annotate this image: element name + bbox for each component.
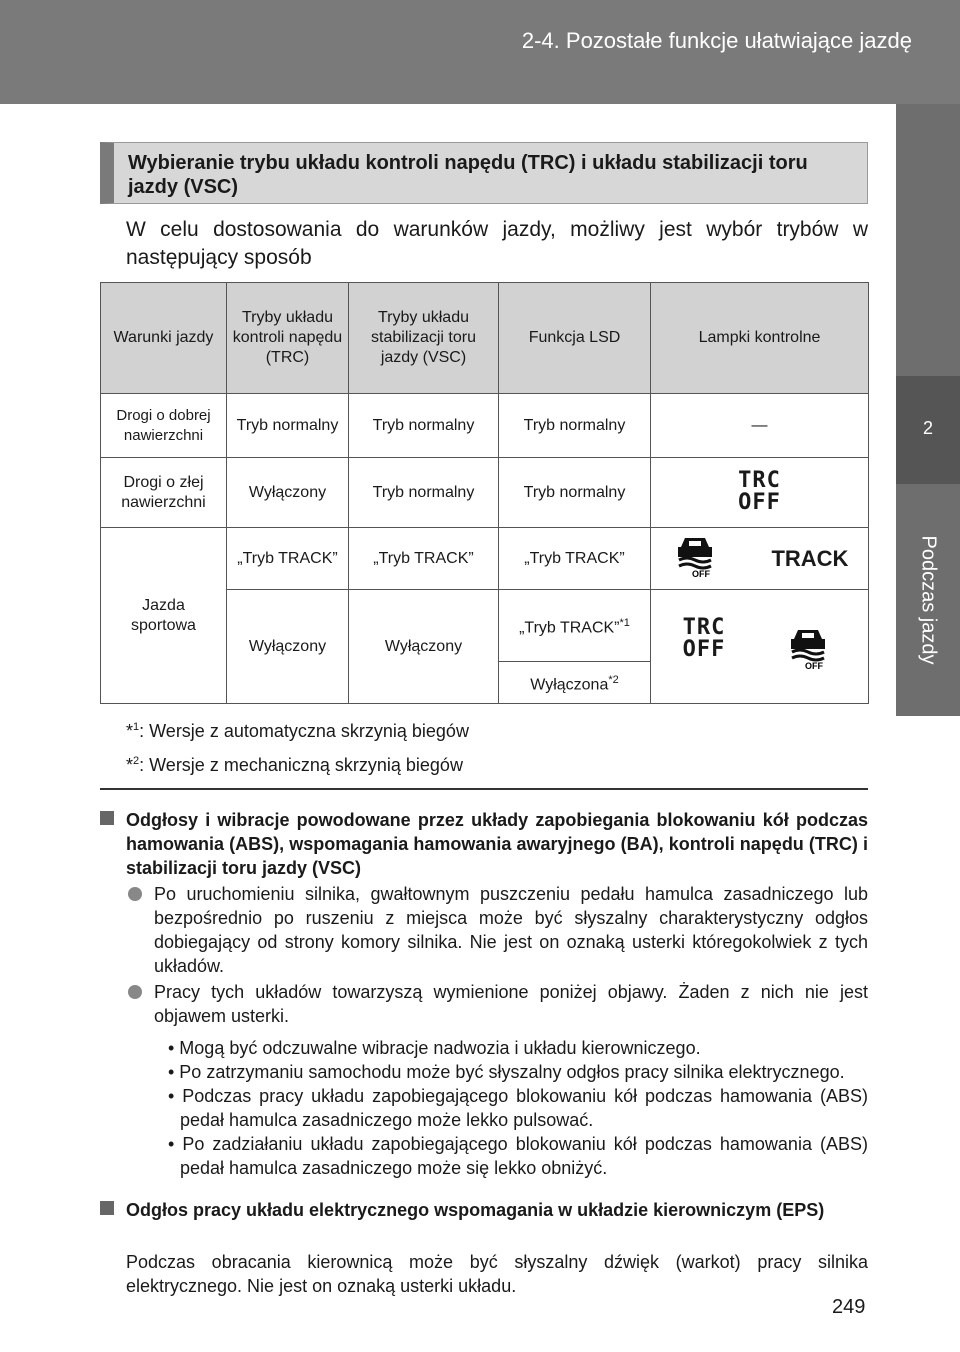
footnote-mark: * [126,755,134,775]
footnote-ref-2: *2 [608,673,619,686]
table-row [101,394,869,458]
section-divider [100,788,868,790]
track-indicator-icon: TRACK [771,545,849,571]
footnote-text: : Wersje z automatyczna skrzynią biegów [139,721,469,741]
lsd-track-text: „Tryb TRACK” [519,619,620,637]
cell-lsd [499,662,651,704]
off-label: OFF [738,490,781,515]
note-heading: Odgłosy i wibracje powodowane przez układy zapobiegania blokowaniu kół podczas hamowania (ABS), wspomagania hamowania awaryjnego (BA), kontroli napędu (TRC) i stabilizacji toru jazdy (VSC) [126,810,868,878]
side-tab-top [896,104,960,376]
cell-vsc: Tryb normalny [349,394,499,458]
cell-trc: Tryb normalny [227,394,349,458]
cell-lamp: — [651,394,869,458]
cell-condition: Drogi o dobrej nawierzchni [101,394,227,458]
col-header-trc: Tryby układu kontroli napędu (TRC) [227,283,349,394]
modes-table [100,282,869,704]
round-bullet-icon [128,887,142,901]
off-text: OFF [805,661,824,671]
round-bullet-icon [128,985,142,999]
cell-condition: Jazda sportowa [101,528,227,704]
sub-bullet: • Po zatrzymaniu samochodu może być słyszalny odgłos pracy silnika elektrycznego. [168,1062,845,1082]
cell-lsd: „Tryb TRACK” [499,528,651,590]
cell-lsd: Tryb normalny [499,458,651,528]
off-label: OFF [682,636,726,662]
footnotes [126,712,469,780]
side-tab-label [896,484,960,716]
footnote-sup: 1 [133,721,140,733]
footnote-mark: * [126,721,134,741]
note-bullet-2 [100,980,868,1028]
col-header-conditions: Warunki jazdy [101,283,227,394]
note-eps-heading-block [100,1198,868,1222]
footnote-1 [126,712,469,746]
header-section-title: 2-4. Pozostałe funkcje ułatwiające jazdę [521,28,912,53]
note-text: Po uruchomieniu silnika, gwałtownym puszczeniu pedału hamulca zasadniczego lub bezpośrednio po ruszeniu z miejsca może być słyszalny charakterystyczny odgłos dobiegający od strony komory silnika. Nie jest on oznaką usterki któregokolwiek z tych układów. [154,884,868,976]
section-title: Wybieranie trybu układu kontroli napędu (TRC) i układu stabilizacji toru jazdy (VSC) [128,152,808,198]
lsd-off-text: Wyłączona [530,676,609,694]
note-heading: Odgłos pracy układu elektrycznego wspomagania w układzie kierowniczym (EPS) [126,1200,825,1220]
cell-lamp [651,458,869,528]
cell-trc: Wyłączony [227,590,349,704]
trc-off-indicator-icon [738,470,781,514]
cell-lsd [499,590,651,662]
col-header-vsc: Tryby układu stabilizacji toru jazdy (VSC) [349,283,499,394]
footnote-ref-1: *1 [619,616,630,629]
note-eps-text-block [100,1250,868,1298]
vsc-off-skid-car-icon [784,626,836,676]
trc-label: TRC [738,468,781,493]
col-header-lsd: Funkcja LSD [499,283,651,394]
sub-bullet: • Podczas pracy układu zapobiegającego blokowaniu kół podczas hamowania (ABS) pedał hamulca zasadniczego może lekko pulsować. [168,1086,868,1130]
square-bullet-icon [100,811,114,825]
page-header [0,0,960,104]
footnote-text: : Wersje z mechaniczną skrzynią biegów [139,755,463,775]
cell-trc: Wyłączony [227,458,349,528]
sub-bullet: • Po zadziałaniu układu zapobiegającego blokowaniu kół podczas hamowania (ABS) pedał hamulca zasadniczego może się lekko obniżyć. [168,1134,868,1178]
cell-vsc: „Tryb TRACK” [349,528,499,590]
cell-lsd: Tryb normalny [499,394,651,458]
square-bullet-icon [100,1201,114,1215]
chapter-label: Podczas jazdy [917,535,940,665]
note-subbullets [100,1036,868,1180]
vsc-off-skid-car-icon [671,534,723,584]
note-text: Podczas obracania kierownicą może być słyszalny dźwięk (warkot) pracy silnika elektrycznego. Nie jest on oznaką usterki układu. [126,1252,868,1296]
note-abs-heading-block [100,808,868,880]
table-row [101,528,869,590]
cell-trc: „Tryb TRACK” [227,528,349,590]
note-bullet-1 [100,882,868,978]
cell-vsc: Tryb normalny [349,458,499,528]
page-number: 249 [832,1296,866,1318]
col-header-lamps: Lampki kontrolne [651,283,869,394]
note-text: Pracy tych układów towarzyszą wymienione poniżej objawy. Żaden z nich nie jest objawem usterki. [154,982,868,1026]
off-text: OFF [691,568,710,578]
chapter-number: 2 [922,418,933,438]
section-title-box [100,142,868,204]
footnote-2 [126,746,469,780]
cell-condition: Drogi o złej nawierzchni [101,458,227,528]
cell-lamp [651,590,869,704]
table-header-row [101,283,869,394]
intro-text: W celu dostosowania do warunków jazdy, możliwy jest wybór trybów w następujący sposób [126,218,868,269]
trc-off-indicator-icon [682,614,726,662]
cell-lamp [651,528,869,590]
trc-label: TRC [682,614,726,640]
footnote-sup: 2 [133,755,140,767]
cell-vsc: Wyłączony [349,590,499,704]
table-row [101,458,869,528]
sub-bullet: • Mogą być odczuwalne wibracje nadwozia i układu kierowniczego. [168,1038,701,1058]
